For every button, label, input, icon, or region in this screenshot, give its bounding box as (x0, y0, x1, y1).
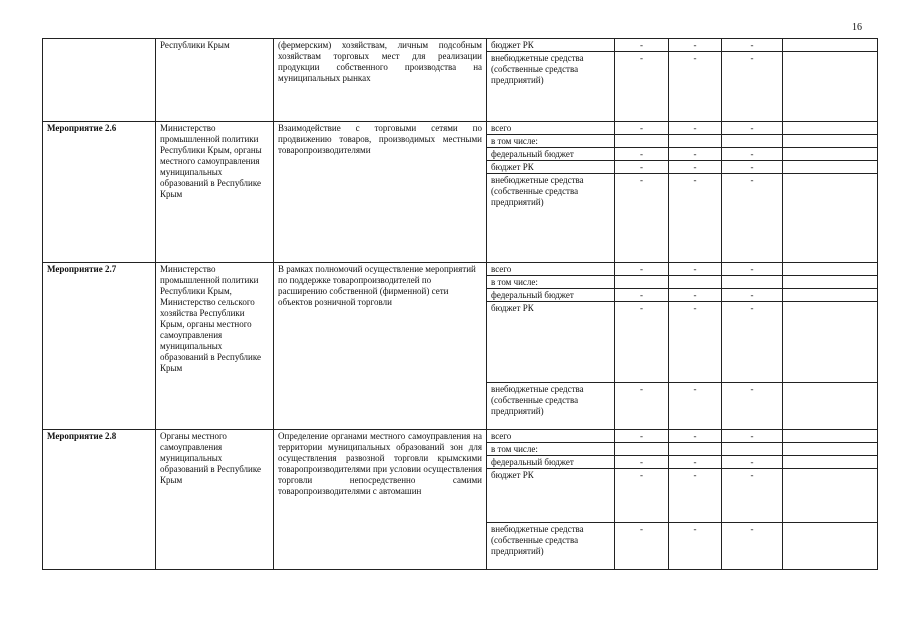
blank-cell (783, 443, 878, 456)
funding-source: всего (487, 122, 615, 135)
funding-source: федеральный бюджет (487, 289, 615, 302)
funding-source: бюджет РК (487, 161, 615, 174)
funding-value: - (722, 52, 783, 122)
event-cell: Мероприятие 2.6 (43, 122, 156, 263)
funding-value: - (669, 289, 722, 302)
blank-cell (783, 263, 878, 276)
funding-value: - (722, 430, 783, 443)
blank-cell (783, 39, 878, 52)
blank-cell (783, 276, 878, 289)
blank-cell (783, 289, 878, 302)
description-cell: Взаимодействие с торговыми сетями по продвижению товаров, производимых местными товаропроизводителями (274, 122, 487, 263)
funding-source: бюджет РК (487, 302, 615, 383)
funding-value: - (722, 456, 783, 469)
funding-source: в том числе: (487, 135, 615, 148)
funding-value: - (615, 148, 669, 161)
blank-cell (783, 430, 878, 443)
funding-source: внебюджетные средства (собственные средства предприятий) (487, 523, 615, 570)
funding-value: - (669, 430, 722, 443)
blank-cell (783, 122, 878, 135)
funding-value (722, 276, 783, 289)
blank-cell (783, 302, 878, 383)
blank-cell (783, 52, 878, 122)
blank-cell (783, 161, 878, 174)
funding-value: - (669, 469, 722, 523)
funding-value: - (722, 148, 783, 161)
responsible-cell: Органы местного самоуправления муниципальных образований в Республике Крым (156, 430, 274, 570)
funding-value: - (669, 148, 722, 161)
funding-value: - (722, 122, 783, 135)
funding-value: - (615, 52, 669, 122)
funding-value: - (669, 122, 722, 135)
blank-cell (783, 135, 878, 148)
funding-value: - (669, 383, 722, 430)
funding-value: - (669, 263, 722, 276)
funding-value: - (722, 263, 783, 276)
description-cell: Определение органами местного самоуправления на территории муниципальных образований зон для осуществления развозной торговли крымскими товаропроизводителями при условии осуществления торговли непосредственно самими товаропроизводителями с автомашин (274, 430, 487, 570)
program-measures-table (42, 38, 878, 570)
funding-source: бюджет РК (487, 469, 615, 523)
funding-value (722, 443, 783, 456)
funding-value (669, 135, 722, 148)
funding-value: - (615, 456, 669, 469)
funding-value: - (615, 161, 669, 174)
funding-source: в том числе: (487, 276, 615, 289)
funding-source: всего (487, 430, 615, 443)
funding-value: - (669, 523, 722, 570)
blank-cell (783, 148, 878, 161)
blank-cell (783, 383, 878, 430)
responsible-cell: Министерство промышленной политики Республики Крым, органы местного самоуправления муниципальных образований в Республике Крым (156, 122, 274, 263)
funding-value: - (669, 456, 722, 469)
funding-source: всего (487, 263, 615, 276)
description-cell: В рамках полномочий осуществление мероприятий по поддержке товаропроизводителей по расширению собственной (фирменной) сети объектов розничной торговли (274, 263, 487, 430)
responsible-cell: Министерство промышленной политики Республики Крым, Министерство сельского хозяйства Республики Крым, органы местного самоуправления муниципальных образований в Республике Крым (156, 263, 274, 430)
event-cell: Мероприятие 2.8 (43, 430, 156, 570)
blank-cell (783, 456, 878, 469)
funding-value: - (615, 122, 669, 135)
blank-cell (783, 174, 878, 263)
page-number: 16 (852, 22, 862, 33)
funding-value: - (669, 302, 722, 383)
funding-value: - (722, 161, 783, 174)
event-cell (43, 39, 156, 122)
funding-value: - (615, 174, 669, 263)
responsible-cell: Республики Крым (156, 39, 274, 122)
funding-value: - (722, 469, 783, 523)
funding-value (722, 135, 783, 148)
funding-value (615, 276, 669, 289)
funding-value: - (669, 39, 722, 52)
funding-value: - (615, 523, 669, 570)
funding-source: бюджет РК (487, 39, 615, 52)
funding-source: внебюджетные средства (собственные средства предприятий) (487, 383, 615, 430)
funding-value (615, 135, 669, 148)
blank-cell (783, 469, 878, 523)
funding-value: - (669, 52, 722, 122)
funding-source: внебюджетные средства (собственные средства предприятий) (487, 174, 615, 263)
event-cell: Мероприятие 2.7 (43, 263, 156, 430)
funding-value: - (669, 161, 722, 174)
funding-source: в том числе: (487, 443, 615, 456)
funding-source: федеральный бюджет (487, 456, 615, 469)
funding-value: - (722, 523, 783, 570)
funding-value: - (615, 263, 669, 276)
funding-source: внебюджетные средства (собственные средства предприятий) (487, 52, 615, 122)
blank-cell (783, 523, 878, 570)
funding-value: - (722, 39, 783, 52)
funding-value: - (615, 383, 669, 430)
funding-value: - (722, 174, 783, 263)
funding-value: - (722, 302, 783, 383)
funding-value: - (615, 302, 669, 383)
funding-value (669, 443, 722, 456)
funding-value: - (615, 39, 669, 52)
funding-value: - (722, 289, 783, 302)
funding-value (615, 443, 669, 456)
funding-value: - (615, 469, 669, 523)
funding-value: - (615, 289, 669, 302)
description-cell: (фермерским) хозяйствам, личным подсобным хозяйствам торговых мест для реализации продукции собственного производства на муниципальных рынках (274, 39, 487, 122)
funding-value: - (722, 383, 783, 430)
funding-value (669, 276, 722, 289)
funding-source: федеральный бюджет (487, 148, 615, 161)
funding-value: - (669, 174, 722, 263)
funding-value: - (615, 430, 669, 443)
